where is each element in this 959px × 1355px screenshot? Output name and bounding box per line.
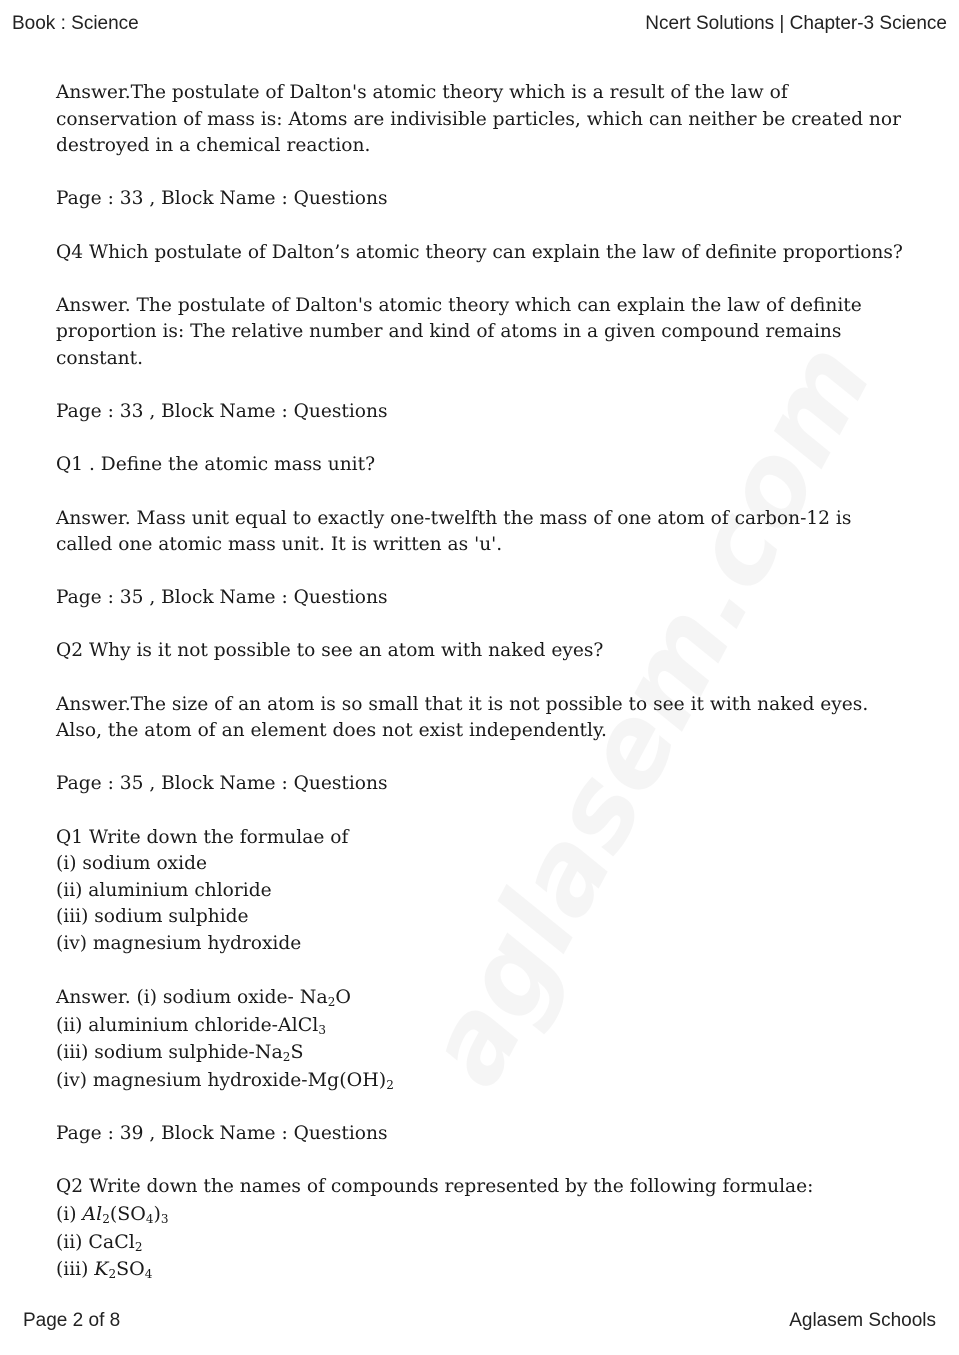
list-item: (iii) sodium sulphide (56, 906, 249, 928)
item-label: (i) (56, 1203, 83, 1225)
page-reference: Page : 33 , Block Name : Questions (56, 401, 388, 423)
answer-label: (ii) aluminium chloride- (56, 1014, 278, 1036)
header-book-title: Book : Science (12, 13, 139, 34)
answer-naked-eyes: Answer.The size of an atom is so small that it is not possible to see it with naked eyes. Also, the atom of an element does not exist independently. (56, 693, 869, 742)
answer-label: (iii) sodium sulphide- (56, 1042, 255, 1064)
page-reference: Page : 35 , Block Name : Questions (56, 587, 388, 609)
formula-al2so43: $Al_2(SO_4)_3$ (82, 1202, 169, 1226)
question-compound-names (56, 1174, 906, 1283)
list-item (56, 1039, 906, 1067)
footer-page-number: Page 2 of 8 (23, 1310, 121, 1331)
answer-label: Answer. (i) sodium oxide- (56, 987, 300, 1009)
question-compound-names-title: Q2 Write down the names of compounds represented by the following formulae: (56, 1176, 814, 1198)
formula-alcl3: AlCl$_3$ (277, 1013, 326, 1037)
list-item: (iv) magnesium hydroxide (56, 933, 302, 954)
list-item (56, 1012, 906, 1040)
item-label: (iii) (56, 1259, 95, 1281)
footer-publisher: Aglasem Schools (789, 1310, 936, 1331)
answer-q3: Answer.The postulate of Dalton's atomic theory which is a result of the law of conservation of mass is: Atoms are indivisible particles, which can neither be created nor destroyed in a chemical reaction. (56, 82, 901, 157)
page-reference: Page : 39 , Block Name : Questions (56, 1123, 388, 1145)
page-reference: Page : 35 , Block Name : Questions (56, 773, 388, 795)
list-item (56, 984, 906, 1012)
formula-k2so4: $K_2SO_4$ (94, 1258, 153, 1282)
formula-cacl2: CaCl$_2$ (88, 1230, 143, 1254)
page-reference: Page : 33 , Block Name : Questions (56, 188, 388, 210)
formula-na2s: $Na_2S$ (254, 1041, 304, 1065)
formula-mgoh2: $Mg(OH)_2$ (307, 1068, 394, 1092)
list-item: (ii) aluminium chloride (56, 879, 272, 901)
list-item (56, 1256, 906, 1284)
formula-na2o: $Na_2O$ (299, 986, 351, 1010)
list-item: (i) sodium oxide (56, 853, 208, 875)
question-atomic-mass-unit: Q1 . Define the atomic mass unit? (56, 454, 376, 476)
page-content (56, 80, 906, 1310)
question-formulae (56, 825, 906, 958)
list-item (56, 1067, 906, 1095)
answer-q4: Answer. The postulate of Dalton's atomic theory which can explain the law of definite proportion is: The relative number and kind of atoms in a given compound remains constant. (56, 294, 862, 369)
answer-atomic-mass-unit: Answer. Mass unit equal to exactly one-twelfth the mass of one atom of carbon-12 is called one atomic mass unit. It is written as 'u'. (56, 507, 852, 556)
item-label: (ii) (56, 1231, 89, 1253)
list-item (56, 1201, 906, 1229)
answer-label: (iv) magnesium hydroxide- (56, 1069, 308, 1091)
question-q4: Q4 Which postulate of Dalton’s atomic theory can explain the law of definite proportions? (56, 241, 903, 263)
answer-formulae (56, 984, 906, 1094)
list-item (56, 1229, 906, 1257)
question-formulae-title: Q1 Write down the formulae of (56, 826, 349, 848)
header-chapter-title: Ncert Solutions | Chapter-3 Science (645, 13, 947, 34)
question-naked-eyes: Q2 Why is it not possible to see an atom with naked eyes? (56, 640, 604, 662)
